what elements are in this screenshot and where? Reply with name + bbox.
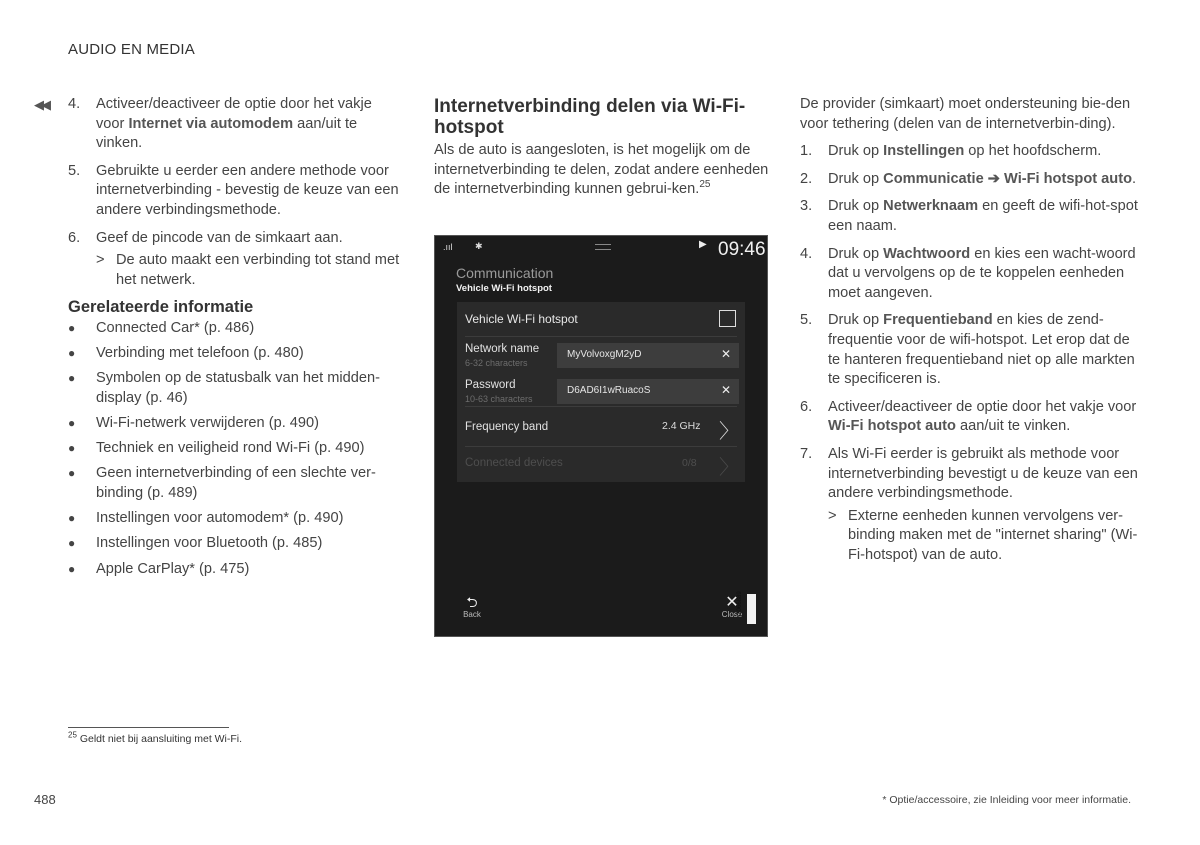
step-text <box>828 197 1140 236</box>
footnote-number: 25 <box>68 730 77 740</box>
bullet-icon: ● <box>68 320 76 335</box>
page-number: 488 <box>34 792 56 807</box>
step-text-post: en geeft de wifi-hot-spot een naam. <box>828 198 1138 234</box>
divider <box>465 406 737 407</box>
related-item[interactable] <box>68 509 403 529</box>
chevron-right-icon[interactable]: 〉 <box>719 419 739 443</box>
step-text-post: aan/uit te vinken. <box>96 115 358 152</box>
step-text <box>828 245 1140 304</box>
step-number: 6. <box>68 229 81 246</box>
related-item[interactable] <box>68 319 403 339</box>
bullet-icon: ● <box>68 441 76 456</box>
step-number: 5. <box>68 162 81 179</box>
step-number: 5. <box>800 312 813 329</box>
intro-paragraph <box>434 141 770 200</box>
password-value: D6AD6I1wRuacoS <box>567 385 651 396</box>
network-name-label: Network name <box>465 343 540 355</box>
step-text-pre: Druk op <box>828 170 884 187</box>
step-text-bold: Internet via automodem <box>128 115 294 132</box>
step-text-main: Als Wi-Fi eerder is gebruikt als methode voor internetverbinding bevestigt u de keuze van een andere verbindingsmethode. <box>828 445 1138 502</box>
network-name-hint: 6-32 characters <box>465 358 528 368</box>
password-label: Password <box>465 379 516 391</box>
footnote-ref[interactable]: 25 <box>699 179 711 191</box>
related-link[interactable]: Instellingen voor automodem* (p. 490) <box>96 510 344 527</box>
section-heading: Internetverbinding delen via Wi-Fi-hotspot <box>434 96 746 138</box>
related-link[interactable]: Verbinding met telefoon (p. 480) <box>96 345 304 362</box>
step-item <box>68 162 403 221</box>
password-hint: 10-63 characters <box>465 394 533 404</box>
hotspot-checkbox[interactable] <box>719 310 736 327</box>
column-middle <box>434 95 770 200</box>
step-text <box>828 170 1140 190</box>
step-number: 1. <box>800 143 813 160</box>
related-item[interactable] <box>68 369 403 408</box>
clock: 09:46 <box>718 239 766 260</box>
step-text-bold: Frequentieband <box>883 312 993 329</box>
connected-devices-label: Connected devices <box>465 457 563 469</box>
related-heading: Gerelateerde informatie <box>68 298 254 317</box>
column-left <box>68 95 403 585</box>
play-icon: ▶ <box>699 239 707 250</box>
related-item[interactable] <box>68 344 403 364</box>
bullet-icon: ● <box>68 346 76 361</box>
step-text-post: en kies de zend-frequentie voor de wifi-hotspot. Let erop dat de te hanteren frequentieband niet op alle markten te specificeren is. <box>828 312 1135 388</box>
step-item <box>800 445 1140 566</box>
step-text-bold: Instellingen <box>883 143 965 160</box>
step-text-post: en kies een wacht-woord dat u vervolgens op de te koppelen eenheden moet aangeven. <box>828 245 1136 301</box>
divider <box>465 336 737 337</box>
previous-page-icon[interactable]: ◀◀ <box>34 97 48 112</box>
step-text: Gebruikte u eerder een andere methode voor internetverbinding - bevestig de keuze van een andere verbindingsmethode. <box>96 162 399 218</box>
infotainment-screenshot <box>434 235 768 637</box>
bullet-icon: ● <box>68 536 76 551</box>
step-text-pre: Druk op <box>828 312 884 329</box>
related-link[interactable]: Geen internetverbinding of een slechte ver-binding (p. 489) <box>96 465 376 502</box>
related-link[interactable]: Techniek en veiligheid rond Wi-Fi (p. 490) <box>96 440 365 457</box>
step-text-pre: Druk op <box>828 143 884 160</box>
result-marker: > <box>828 507 837 524</box>
step-number: 2. <box>800 170 813 187</box>
signal-icon: .ııl <box>443 242 453 252</box>
step-text <box>828 445 1140 566</box>
frequency-band-label[interactable]: Frequency band <box>465 421 549 433</box>
related-link[interactable]: Apple CarPlay* (p. 475) <box>96 560 250 577</box>
footnote-rule <box>68 727 229 728</box>
bullet-icon: ● <box>68 511 76 526</box>
step-item <box>800 311 1140 389</box>
bullet-icon: ● <box>68 466 76 481</box>
bluetooth-icon: ✱ <box>475 241 483 251</box>
related-link[interactable]: Connected Car* (p. 486) <box>96 319 255 336</box>
screen-subtitle: Vehicle Wi-Fi hotspot <box>456 283 552 294</box>
result-text: Externe eenheden kunnen vervolgens ver-binding maken met de "internet sharing" (Wi-Fi-hotspot) van de auto. <box>848 507 1138 563</box>
step-text <box>828 398 1140 437</box>
connected-devices-value: 0/8 <box>682 457 697 469</box>
step-text-post: aan/uit te vinken. <box>955 418 1071 435</box>
step-text <box>96 229 403 291</box>
step-result <box>828 507 1140 566</box>
step-item <box>800 142 1140 162</box>
footnote-text: Geldt niet bij aansluiting met Wi-Fi. <box>79 733 243 745</box>
bullet-icon: ● <box>68 416 76 431</box>
step-number: 7. <box>800 445 813 462</box>
step-text <box>828 142 1140 162</box>
close-label: Close <box>721 610 743 619</box>
step-text-pre: Druk op <box>828 245 884 262</box>
step-text-post: . <box>1131 170 1137 187</box>
step-item <box>68 95 403 154</box>
image-code-tag <box>737 591 756 624</box>
drag-handle-icon[interactable] <box>595 244 611 250</box>
section-header: AUDIO EN MEDIA <box>68 41 195 58</box>
bullet-icon: ● <box>68 561 76 576</box>
related-item[interactable] <box>68 560 403 580</box>
step-text-bold: Communicatie ➔ Wi-Fi hotspot auto <box>883 170 1132 187</box>
back-button[interactable] <box>457 596 487 619</box>
intro-text: Als de auto is aangesloten, is het mogelijk om de internetverbinding te delen, zodat andere eenheden de internetverbinding kunnen gebrui-ken. <box>434 142 769 198</box>
status-bar <box>435 236 767 264</box>
step-result <box>96 251 403 290</box>
password-field[interactable] <box>557 379 739 404</box>
step-text-main: Geef de pincode van de simkaart aan. <box>96 229 343 246</box>
back-arrow-icon: ⮌ <box>466 595 478 611</box>
related-link[interactable]: Wi-Fi-netwerk verwijderen (p. 490) <box>96 415 320 432</box>
footnote <box>68 730 243 745</box>
result-text: De auto maakt een verbinding tot stand met het netwerk. <box>116 252 400 288</box>
step-text-pre: Activeer/deactiveer de optie door het vakje voor <box>96 96 372 132</box>
step-text-bold: Netwerknaam <box>883 198 979 215</box>
related-link[interactable]: Instellingen voor Bluetooth (p. 485) <box>96 535 323 552</box>
step-text <box>828 311 1140 389</box>
close-icon: ✕ <box>725 594 739 611</box>
step-item <box>800 245 1140 304</box>
settings-panel <box>457 302 745 482</box>
image-code: G066889 <box>737 591 743 616</box>
step-text <box>96 95 403 154</box>
screen-title: Communication <box>456 265 554 281</box>
step-text-pre: Activeer/deactiveer de optie door het vakje voor <box>828 398 1137 415</box>
step-number: 4. <box>800 245 813 262</box>
clear-icon[interactable]: ✕ <box>720 383 731 397</box>
step-item <box>68 229 403 291</box>
related-list <box>68 319 403 579</box>
network-name-field[interactable] <box>557 343 739 368</box>
step-number: 4. <box>68 96 81 112</box>
step-item <box>800 398 1140 437</box>
step-number: 6. <box>800 398 813 415</box>
divider <box>465 446 737 447</box>
back-label: Back <box>463 610 481 619</box>
network-name-value: MyVolvoxgM2yD <box>567 349 642 360</box>
frequency-band-value: 2.4 GHz <box>662 420 701 432</box>
related-item[interactable] <box>68 464 403 503</box>
step-item <box>800 170 1140 190</box>
result-marker: > <box>96 252 105 269</box>
intro-paragraph: De provider (simkaart) moet ondersteuning bie-den voor tethering (delen van de internetverbin-ding). <box>800 96 1131 132</box>
related-link[interactable]: Symbolen op de statusbalk van het midden-display (p. 46) <box>96 370 380 406</box>
chevron-right-icon: 〉 <box>719 455 739 479</box>
step-text-post: op het hoofdscherm. <box>964 143 1102 160</box>
step-number: 3. <box>800 198 813 215</box>
related-item[interactable] <box>68 534 403 554</box>
clear-icon[interactable]: ✕ <box>720 347 731 361</box>
footer-note: * Optie/accessoire, zie Inleiding voor meer informatie. <box>882 794 1131 806</box>
step-text-pre: Druk op <box>828 198 884 215</box>
step-text-bold: Wi-Fi hotspot auto <box>828 418 956 435</box>
step-text-bold: Wachtwoord <box>883 245 971 262</box>
step-item <box>800 197 1140 236</box>
related-item[interactable] <box>68 414 403 434</box>
related-item[interactable] <box>68 439 403 459</box>
bullet-icon: ● <box>68 371 76 386</box>
hotspot-toggle-label: Vehicle Wi-Fi hotspot <box>465 312 578 326</box>
column-right <box>800 95 1140 573</box>
